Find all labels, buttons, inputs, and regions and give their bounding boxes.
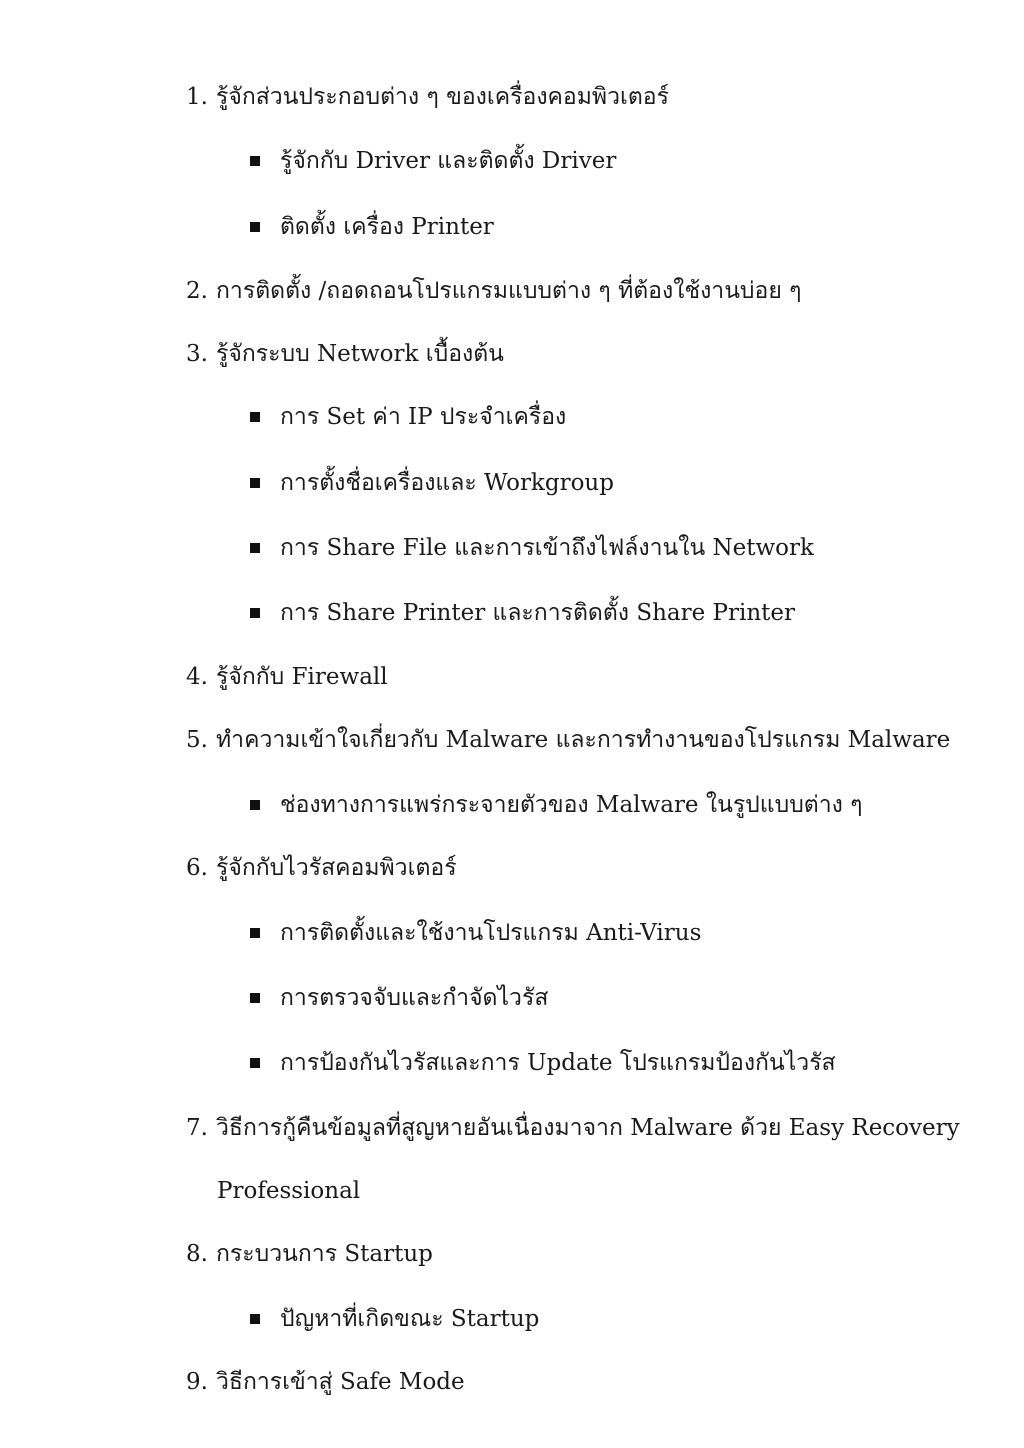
item-text: การติดตั้ง /ถอดถอนโปรแกรมแบบต่าง ๆ ที่ต้องใช้งานบ่อย ๆ [216,278,802,304]
square-bullet-icon [250,156,260,166]
square-bullet-icon [250,478,260,488]
square-bullet-icon [250,412,260,422]
subitem-text: ปัญหาที่เกิดขณะ Startup [280,1306,540,1332]
item-text: รู้จักกับ Firewall [216,664,388,690]
item-number: 4. [186,664,208,690]
subitem-text: การ Share Printer และการติดตั้ง Share Printer [280,600,796,626]
item-text: รู้จักระบบ Network เบื้องต้น [216,341,504,367]
item-number: 5. [186,727,208,753]
subitem-text: รู้จักกับ Driver และติดตั้ง Driver [280,148,617,174]
square-bullet-icon [250,222,260,232]
item-number: 7. [186,1115,208,1141]
square-bullet-icon [250,800,260,810]
square-bullet-icon [250,993,260,1003]
item-text: กระบวนการ Startup [216,1241,433,1267]
item-text: ทำความเข้าใจเกี่ยวกับ Malware และการทำงานของโปรแกรม Malware [216,727,951,753]
item-text: วิธีการเข้าสู่ Safe Mode [216,1369,465,1395]
item-text: รู้จักส่วนประกอบต่าง ๆ ของเครื่องคอมพิวเตอร์ [216,84,669,110]
item-number: 8. [186,1241,208,1267]
subitem-text: การ Share File และการเข้าถึงไฟล์งานใน Network [280,535,814,561]
subitem-text: ติดตั้ง เครื่อง Printer [280,214,494,240]
item-number: 9. [186,1369,208,1395]
square-bullet-icon [250,1314,260,1324]
item-number: 6. [186,855,208,881]
item-number: 2. [186,278,208,304]
square-bullet-icon [250,543,260,553]
item-text: รู้จักกับไวรัสคอมพิวเตอร์ [216,855,457,881]
subitem-text: ช่องทางการแพร่กระจายตัวของ Malware ในรูปแบบต่าง ๆ [280,792,863,818]
square-bullet-icon [250,1058,260,1068]
subitem-text: การตั้งชื่อเครื่องและ Workgroup [280,470,614,496]
item-number: 1. [186,84,208,110]
subitem-text: การตรวจจับและกำจัดไวรัส [280,985,549,1011]
subitem-text: การติดตั้งและใช้งานโปรแกรม Anti-Virus [280,920,702,946]
item-text-continuation: Professional [217,1178,361,1204]
square-bullet-icon [250,928,260,938]
item-text: วิธีการกู้คืนข้อมูลที่สูญหายอันเนื่องมาจาก Malware ด้วย Easy Recovery [216,1115,960,1141]
subitem-text: การป้องกันไวรัสและการ Update โปรแกรมป้องกันไวรัส [280,1050,836,1076]
item-number: 3. [186,341,208,367]
square-bullet-icon [250,608,260,618]
subitem-text: การ Set ค่า IP ประจำเครื่อง [280,404,567,430]
